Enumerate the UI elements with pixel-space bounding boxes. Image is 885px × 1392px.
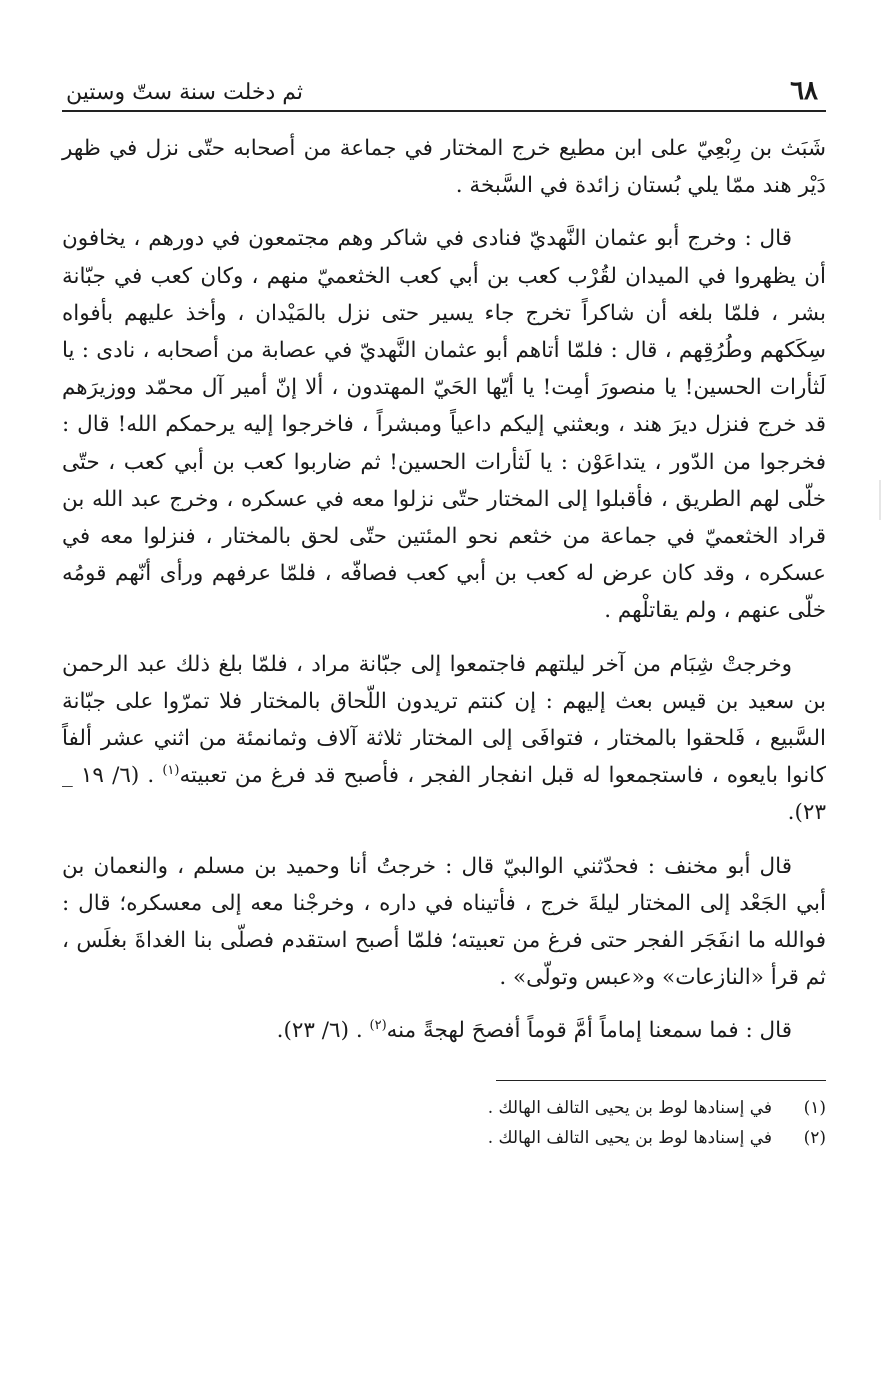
paragraph-3-reference: . (٦/ ١٩ _ ٢٣). xyxy=(62,763,826,826)
footnote-2 xyxy=(62,1123,826,1153)
footnote-marker-1: (١) xyxy=(162,763,180,779)
footnote-marker-2: (٢) xyxy=(369,1018,387,1034)
paragraph-3-text: وخرجتْ شِبَام من آخر ليلتهم فاجتمعوا إلى جبّانة مراد ، فلمّا بلغ ذلك عبد الرحمن بن سعيد بن قيس بعث إليهم : إن كنتم تريدون اللّحاق بالمختار فلا تمرّوا على جبّانة السَّبيع ، فَلحقوا بالمختار ، فتوافَى إلى المختار ثلاثة آلاف وثمانمئة من اثني عشر ألفاً كانوا بايعوه ، فاستجمعوا له قبل انفجار الفجر ، فأصبح قد فرغ من تعبيته xyxy=(62,651,826,789)
page-number: ٦٨ xyxy=(790,76,818,106)
paragraph-5-reference: . (٦/ ٢٣). xyxy=(276,1018,363,1044)
paragraph-5 xyxy=(62,1012,826,1049)
footnote-1-number: (١) xyxy=(803,1097,826,1118)
paragraph-4: قال أبو مخنف : فحدّثني الوالبيّ قال : خرجتُ أنا وحميد بن مسلم ، والنعمان بن أبي الجَعْد إلى المختار ليلةَ خرج ، فأتيناه في داره ، وخرجْنا معه إلى معسكره؛ قال : فوالله ما انفَجَر الفجر حتى فرغ من تعبيته؛ فلمّا أصبح استقدم فصلّى بنا الغداةَ بغلَس ، ثم قرأ «النازعات» و«عبس وتولّى» . xyxy=(62,853,826,991)
footnote-1 xyxy=(62,1093,826,1123)
paragraph-1: شَبَث بن رِبْعِيّ على ابن مطيع خرج المختار في جماعة من أصحابه حتّى نزل في ظهر دَيْر هند ممّا يلي بُستان زائدة في السَّبخة . xyxy=(62,136,826,199)
footnote-2-number: (٢) xyxy=(803,1127,826,1148)
paragraph-3 xyxy=(62,646,826,832)
page-body xyxy=(62,130,826,1050)
footnotes xyxy=(62,1093,826,1153)
footnote-divider xyxy=(496,1080,826,1081)
running-title: ثم دخلت سنة ستّ وستين xyxy=(66,80,304,105)
footnote-2-text: في إسنادها لوط بن يحيى التالف الهالك . xyxy=(487,1127,772,1148)
margin-mark xyxy=(879,480,881,520)
footnote-1-text: في إسنادها لوط بن يحيى التالف الهالك . xyxy=(487,1097,772,1118)
book-page xyxy=(62,58,826,1358)
paragraph-5-text: قال : فما سمعنا إماماً أمَّ قوماً أفصحَ لهجةً منه xyxy=(386,1018,792,1044)
paragraph-2: قال : وخرج أبو عثمان النَّهديّ فنادى في شاكر وهم مجتمعون في دورهم ، يخافون أن يظهروا في الميدان لقُرْب كعب بن أبي كعب الخثعميّ منهم ، وكان كعب في جبّانة بشر ، فلمّا بلغه أن شاكراً تخرج جاء يسير حتى نزل بالمَيْدان ، وأخذ عليهم بأفواه سِكَكهم وطُرُقِهم ، قال : فلمّا أتاهم أبو عثمان النَّهديّ في عصابة من أصحابه ، نادى : يا لَثأرات الحسين! يا منصورَ أمِت! يا أيّها الحَيّ المهتدون ، ألا إنّ أمير آل محمّد ووزيرَهم قد خرج فنزل ديرَ هند ، وبعثني إليكم داعياً ومبشراً ، فاخرجوا إليه يرحمكم الله! قال : فخرجوا من الدّور ، يتداعَوْن : يا لَثأرات الحسين! ثم ضاربوا كعب بن أبي كعب ، حتّى خلّى لهم الطريق ، فأقبلوا إلى المختار حتّى نزلوا معه في عسكره ، وخرج عبد الله بن قراد الخثعميّ في جماعة من خثعم نحو المئتين حتّى لحق بالمختار ، فنزلوا معه في عسكره ، وقد كان عرض له كعب بن أبي كعب فصافّه ، فلمّا عرفهم ورأى أنّهم قومُه خلّى عنهم ، ولم يقاتلْهم . xyxy=(62,226,826,624)
page-header xyxy=(62,58,826,112)
